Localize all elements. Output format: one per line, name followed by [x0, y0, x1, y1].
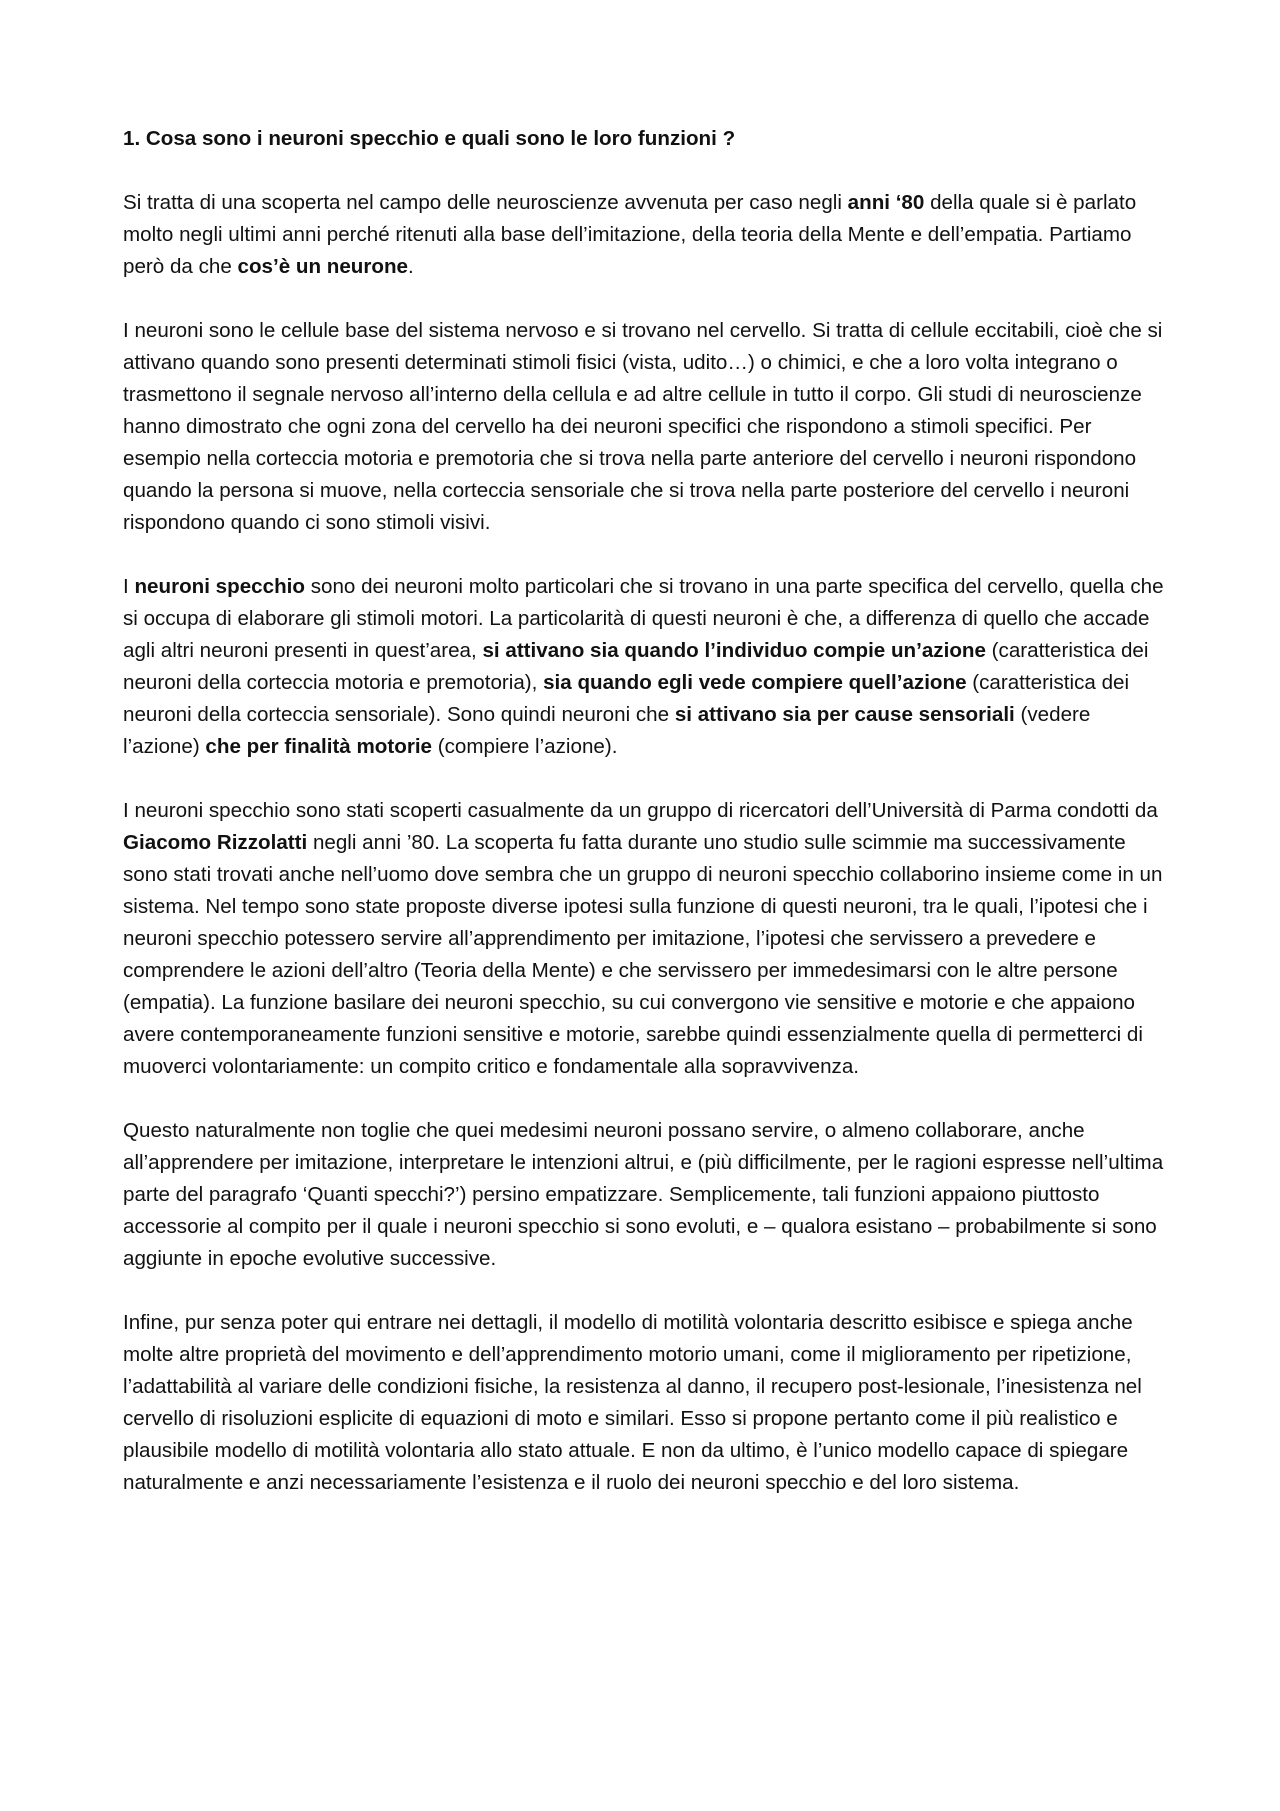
paragraph [123, 1115, 1168, 1275]
bold-text: sia quando egli vede compiere quell’azione [543, 671, 967, 694]
document-page [123, 123, 1168, 1531]
text-segment: della quale si è parlato molto negli ultimi anni perché ritenuti alla base dell’imitazione, della teoria della Mente e dell’empatia. Partiamo però da che [123, 191, 1137, 278]
bold-text: Giacomo Rizzolatti [123, 831, 308, 854]
text-segment: negli anni ’80. La scoperta fu fatta durante uno studio sulle scimmie ma successivamente sono stati trovati anche nell’uomo dove sembra che un gruppo di neuroni specchio collaborino insieme come in un sistema. Nel tempo sono state proposte diverse ipotesi sulla funzione di questi neuroni, tra le quali, l’ipotesi che i neuroni specchio potessero servire all’apprendimento per imitazione, l’ipotesi che servissero a prevedere e comprendere le azioni dell’altro (Teoria della Mente) e che servissero per immedesimarsi con le altre persone (empatia). La funzione basilare dei neuroni specchio, su cui convergono vie sensitive e motorie e che appaiono avere contemporaneamente funzioni sensitive e motorie, sarebbe quindi essenzialmente quella di permetterci di muoverci volontariamente: un compito critico e fondamentale alla sopravvivenza. [123, 831, 1163, 1078]
paragraph [123, 1307, 1168, 1499]
bold-text: si attivano sia per cause sensoriali [674, 703, 1015, 726]
text-segment: Si tratta di una scoperta nel campo delle neuroscienze avvenuta per caso negli [123, 191, 848, 214]
text-segment: (compiere l’azione). [432, 735, 618, 758]
document-body [123, 187, 1168, 1499]
text-segment: I neuroni sono le cellule base del sistema nervoso e si trovano nel cervello. Si tratta di cellule eccitabili, cioè che si attivano quando sono presenti determinati stimoli fisici (vista, udito…) o chimici, e che a loro volta integrano o trasmettono il segnale nervoso all’interno della cellula e ad altre cellule in tutto il corpo. Gli studi di neuroscienze hanno dimostrato che ogni zona del cervello ha dei neuroni specifici che rispondono a stimoli specifici. Per esempio nella corteccia motoria e premotoria che si trova nella parte anteriore del cervello i neuroni rispondono quando la persona si muove, nella corteccia sensoriale che si trova nella parte posteriore del cervello i neuroni rispondono quando ci sono stimoli visivi. [123, 319, 1163, 534]
bold-text: anni ‘80 [847, 191, 925, 214]
paragraph [123, 571, 1168, 763]
text-segment: I neuroni specchio sono stati scoperti casualmente da un gruppo di ricercatori dell’Università di Parma condotti da [123, 799, 1158, 822]
bold-text: neuroni specchio [134, 575, 305, 598]
text-segment: sono dei neuroni molto particolari che si trovano in una parte specifica del cervello, quella che si occupa di elaborare gli stimoli motori. La particolarità di questi neuroni è che, a differenza di quello che accade agli altri neuroni presenti in quest’area, [123, 575, 1164, 662]
text-segment: Infine, pur senza poter qui entrare nei dettagli, il modello di motilità volontaria descritto esibisce e spiega anche molte altre proprietà del movimento e dell’apprendimento motorio umani, come il miglioramento per ripetizione, l’adattabilità al variare delle condizioni fisiche, la resistenza al danno, il recupero post-lesionale, l’inesistenza nel cervello di risoluzioni esplicite di equazioni di moto e similari. Esso si propone pertanto come il più realistico e plausibile modello di motilità volontaria allo stato attuale. E non da ultimo, è l’unico modello capace di spiegare naturalmente e anzi necessariamente l’esistenza e il ruolo dei neuroni specchio e del loro sistema. [123, 1311, 1142, 1494]
text-segment: Questo naturalmente non toglie che quei medesimi neuroni possano servire, o almeno collaborare, anche all’apprendere per imitazione, interpretare le intenzioni altrui, e (più difficilmente, per le ragioni espresse nell’ultima parte del paragrafo ‘Quanti specchi?’) persino empatizzare. Semplicemente, tali funzioni appaiono piuttosto accessorie al compito per il quale i neuroni specchio si sono evoluti, e – qualora esistano – probabilmente si sono aggiunte in epoche evolutive successive. [123, 1119, 1164, 1270]
text-segment: (caratteristica dei neuroni della corteccia motoria e premotoria), [123, 639, 1149, 694]
bold-text: cos’è un neurone [237, 255, 409, 278]
document-title: 1. Cosa sono i neuroni specchio e quali sono le loro funzioni ? [123, 127, 736, 150]
text-segment: (caratteristica dei neuroni della corteccia sensoriale). Sono quindi neuroni che [123, 671, 1130, 726]
paragraph [123, 795, 1168, 1083]
bold-text: si attivano sia quando l’individuo compie un’azione [482, 639, 986, 662]
text-segment: I [123, 575, 135, 598]
text-segment: . [408, 255, 414, 278]
paragraph [123, 315, 1168, 539]
bold-text: che per finalità motorie [205, 735, 433, 758]
paragraph [123, 187, 1168, 283]
text-segment: (vedere l’azione) [123, 703, 1091, 758]
